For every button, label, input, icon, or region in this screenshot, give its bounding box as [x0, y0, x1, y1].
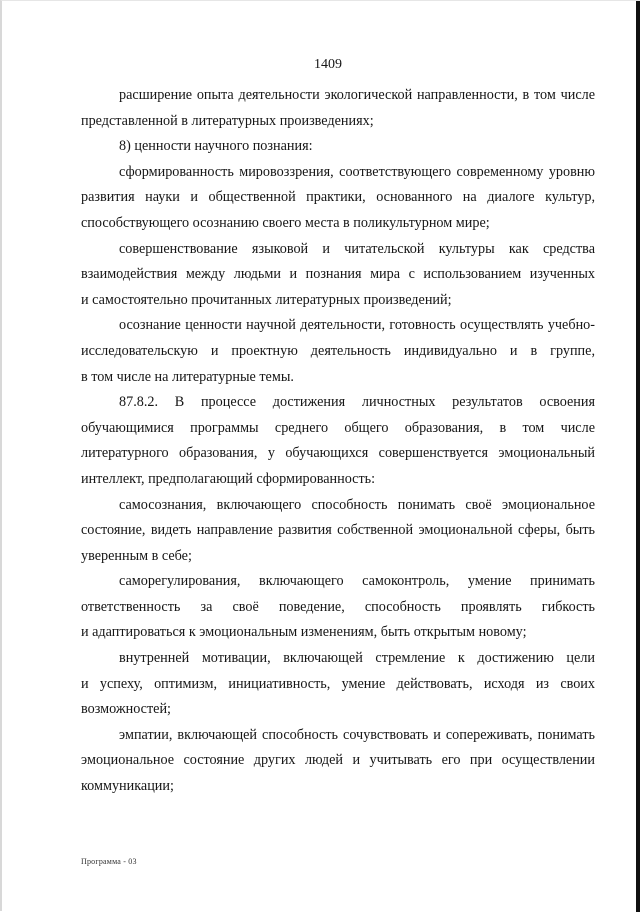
footer-label: Программа - 03 [81, 857, 137, 866]
text-line: развития науки и общественной практики, основанного на диалоге культур, [81, 189, 595, 206]
text-line: самосознания, включающего способность понимать своё эмоциональное [119, 496, 595, 513]
text-line: и успеху, оптимизм, инициативность, умение действовать, исходя из своих [81, 675, 595, 692]
text-line: представленной в литературных произведениях; [81, 112, 374, 129]
scan-edge-shadow [636, 1, 640, 912]
text-line: и адаптироваться к эмоциональным изменениям, быть открытым новому; [81, 624, 527, 641]
document-body [81, 83, 595, 800]
page-number: 1409 [314, 57, 342, 72]
text-line: интеллект, предполагающий сформированность: [81, 470, 376, 487]
text-line: исследовательскую и проектную деятельность индивидуально и в группе, [81, 342, 595, 359]
text-line: в том числе на литературные темы. [81, 368, 294, 385]
text-line: расширение опыта деятельности экологической направленности, в том числе [119, 87, 595, 103]
text-line: совершенствование языковой и читательской культуры как средства [119, 240, 595, 257]
text-line: сформированность мировоззрения, соответствующего современному уровню [119, 163, 595, 180]
text-line: взаимодействия между людьми и познания мира с использованием изученных [81, 266, 595, 283]
text-line: 87.8.2. В процессе достижения личностных результатов освоения [119, 394, 595, 411]
text-line: осознание ценности научной деятельности, готовность осуществлять учебно- [119, 317, 595, 334]
text-line: эмпатии, включающей способность сочувствовать и сопереживать, понимать [119, 726, 595, 743]
text-line: и самостоятельно прочитанных литературных произведений; [81, 291, 452, 308]
text-line: ответственность за своё поведение, способность проявлять гибкость [81, 598, 595, 615]
text-line: уверенным в себе; [81, 547, 192, 564]
text-line: способствующего осознанию своего места в поликультурном мире; [81, 214, 490, 231]
text-line: возможностей; [81, 701, 171, 718]
text-line: коммуникации; [81, 778, 174, 795]
text-line: обучающимися программы среднего общего образования, в том числе [81, 419, 595, 436]
text-line: саморегулирования, включающего самоконтроль, умение принимать [119, 573, 595, 590]
text-line: литературного образования, у обучающихся совершенствуется эмоциональный [81, 445, 595, 462]
text-line: эмоциональное состояние других людей и учитывать его при осуществлении [81, 752, 595, 769]
text-line: состояние, видеть направление развития собственной эмоциональной сферы, быть [81, 522, 595, 539]
text-line: внутренней мотивации, включающей стремление к достижению цели [119, 650, 595, 667]
text-line: 8) ценности научного познания: [119, 138, 313, 155]
